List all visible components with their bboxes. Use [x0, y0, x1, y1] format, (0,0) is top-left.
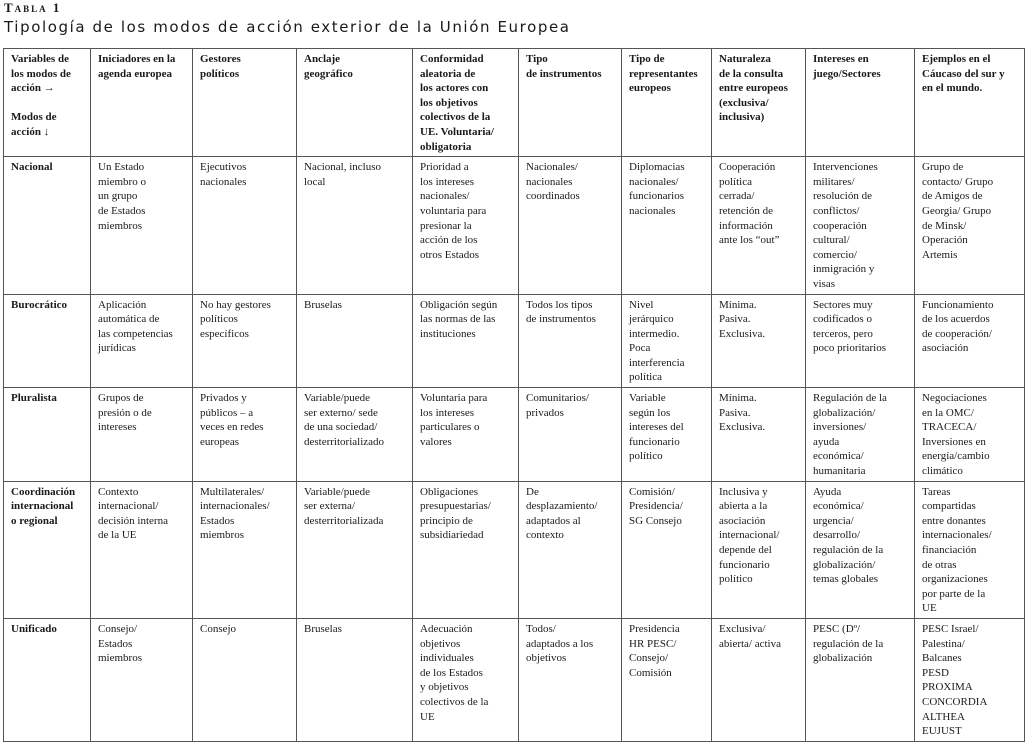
table-row [4, 388, 1025, 482]
table-cell: Grupos de presión o de intereses [91, 388, 193, 482]
table-cell: Exclusiva/ abierta/ activa [712, 618, 806, 741]
table-cell: Prioridad a los intereses nacionales/ voluntaria para presionar la acción de los otros Estados [413, 157, 519, 294]
table-cell: Contexto internacional/ decisión interna de la UE [91, 481, 193, 618]
table-cell: Ejecutivos nacionales [193, 157, 297, 294]
table-cell: Nivel jerárquico intermedio. Poca interferencia política [622, 294, 712, 388]
table-cell: Bruselas [297, 294, 413, 388]
table-cell: Bruselas [297, 618, 413, 741]
row-header-cell: Pluralista [4, 388, 91, 482]
table-cell: PESC Israel/ Palestina/ Balcanes PESD PROXIMA CONCORDIA ALTHEA EUJUST [915, 618, 1025, 741]
table-label: Tabla 1 [4, 0, 62, 15]
row-header-cell: Coordinación internacional o regional [4, 481, 91, 618]
table-cell: Nacionales/ nacionales coordinados [519, 157, 622, 294]
table-cell: Variable según los intereses del funcionario político [622, 388, 712, 482]
table-cell: Consejo [193, 618, 297, 741]
table-cell: Intervenciones militares/ resolución de conflictos/ cooperación cultural/ comercio/ inmigración y visas [806, 157, 915, 294]
row-header-cell: Unificado [4, 618, 91, 741]
table-cell: Funcionamiento de los acuerdos de cooperación/ asociación [915, 294, 1025, 388]
table-cell: Obligaciones presupuestarias/ principio de subsidiariedad [413, 481, 519, 618]
table-cell: Nacional, incluso local [297, 157, 413, 294]
table-cell: Multilaterales/ internacionales/ Estados miembros [193, 481, 297, 618]
table-cell: Regulación de la globalización/ inversiones/ ayuda económica/ humanitaria [806, 388, 915, 482]
row-header-cell: Burocrático [4, 294, 91, 388]
header-cell: Conformidad aleatoria de los actores con los objetivos colectivos de la UE. Voluntaria/ obligatoria [413, 49, 519, 157]
header-cell: Anclaje geográfico [297, 49, 413, 157]
table-cell: Todos los tipos de instrumentos [519, 294, 622, 388]
row-header-cell: Nacional [4, 157, 91, 294]
table-cell: Mínima. Pasiva. Exclusiva. [712, 388, 806, 482]
table-cell: Obligación según las normas de las instituciones [413, 294, 519, 388]
table-cell: Aplicación automática de las competencias jurídicas [91, 294, 193, 388]
header-cell: Iniciadores en la agenda europea [91, 49, 193, 157]
table-cell: Mínima. Pasiva. Exclusiva. [712, 294, 806, 388]
table-cell: No hay gestores políticos específicos [193, 294, 297, 388]
header-cell: Naturaleza de la consulta entre europeos (exclusiva/ inclusiva) [712, 49, 806, 157]
table-cell: Tareas compartidas entre donantes internacionales/ financiación de otras organizaciones por parte de la UE [915, 481, 1025, 618]
table-header-row [4, 49, 1025, 157]
header-cell: Tipo de instrumentos [519, 49, 622, 157]
table-row [4, 157, 1025, 294]
table-cell: Presidencia HR PESC/ Consejo/ Comisión [622, 618, 712, 741]
table-cell: Todos/ adaptados a los objetivos [519, 618, 622, 741]
table-row [4, 294, 1025, 388]
table-cell: Sectores muy codificados o terceros, pero poco prioritarios [806, 294, 915, 388]
table-row [4, 618, 1025, 741]
table-cell: Variable/puede ser externo/ sede de una sociedad/ desterritorializado [297, 388, 413, 482]
typology-table [3, 48, 1025, 742]
table-cell: De desplazamiento/ adaptados al contexto [519, 481, 622, 618]
table-cell: Voluntaria para los intereses particulares o valores [413, 388, 519, 482]
header-cell: Intereses en juego/Sectores [806, 49, 915, 157]
header-cell: Tipo de representantes europeos [622, 49, 712, 157]
table-caption [4, 0, 571, 38]
table-cell: Consejo/ Estados miembros [91, 618, 193, 741]
table-cell: Comisión/ Presidencia/ SG Consejo [622, 481, 712, 618]
table-cell: Privados y públicos – a veces en redes europeas [193, 388, 297, 482]
table-cell: Inclusiva y abierta a la asociación internacional/ depende del funcionario político [712, 481, 806, 618]
table-cell: Variable/puede ser externa/ desterritorializada [297, 481, 413, 618]
table-cell: Un Estado miembro o un grupo de Estados miembros [91, 157, 193, 294]
header-cell: Ejemplos en el Cáucaso del sur y en el mundo. [915, 49, 1025, 157]
table-cell: Cooperación política cerrada/ retención de información ante los “out” [712, 157, 806, 294]
table-cell: Negociaciones en la OMC/ TRACECA/ Inversiones en energía/cambio climático [915, 388, 1025, 482]
table-cell: Grupo de contacto/ Grupo de Amigos de Georgia/ Grupo de Minsk/ Operación Artemis [915, 157, 1025, 294]
table-cell: Comunitarios/ privados [519, 388, 622, 482]
header-cell: Variables de los modos de acción → Modos de acción ↓ [4, 49, 91, 157]
table-cell: Ayuda económica/ urgencia/ desarrollo/ regulación de la globalización/ temas globales [806, 481, 915, 618]
table-row [4, 481, 1025, 618]
table-cell: Diplomacias nacionales/ funcionarios nacionales [622, 157, 712, 294]
table-cell: PESC (Dº/ regulación de la globalización [806, 618, 915, 741]
table-title: Tipología de los modos de acción exterior de la Unión Europea [4, 18, 571, 36]
header-cell: Gestores políticos [193, 49, 297, 157]
table-cell: Adecuación objetivos individuales de los Estados y objetivos colectivos de la UE [413, 618, 519, 741]
